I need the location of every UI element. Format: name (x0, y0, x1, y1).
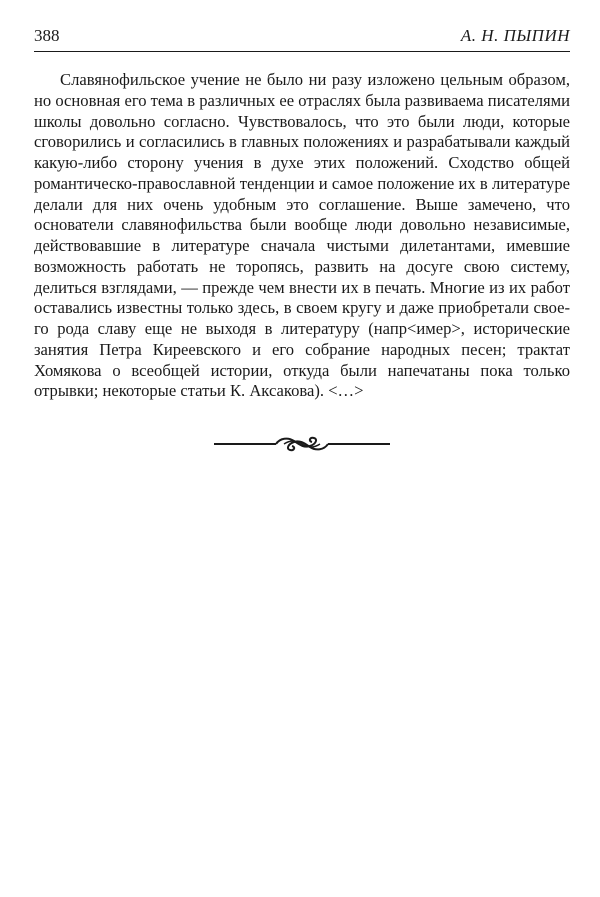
body-paragraph: Славянофильское учение не было ни разу изложено цельным образом, но основная его тема в различных ее отраслях была развиваема писателями школы довольно согласно. Чувствовалось, что это были люди, которые сговорились и согласились в главных положениях и разрабатывали каждый какую-либо сторону учения в духе этих положений. Сходство общей романтическо-православной тенденции и самое положение их в литературе делали для них очень удобным это соглашение. Выше замечено, что основатели славянофильства были вообще люди довольно независимые, действовавшие в литературе сначала чистыми дилетантами, имевшие возможность работать не торопясь, развить на досуге свою систему, делиться взглядами, — прежде чем внести их в печать. Многие из их работ оставались известны только здесь, в своем кругу и даже приобретали своего рода славу еще не выходя в литературу (напр<имер>, исторические занятия Петра Киреевского и его собрание народных песен; трактат Хомякова о всеобщей истории, откуда были напечатаны пока только отрывки; некоторые статьи К. Аксакова). <…> (34, 70, 570, 401)
running-title: А. Н. ПЫПИН (460, 26, 570, 45)
header-rule (34, 51, 570, 52)
page-number: 388 (34, 26, 60, 45)
scroll-flourish-icon (214, 434, 390, 454)
running-head (34, 26, 570, 48)
